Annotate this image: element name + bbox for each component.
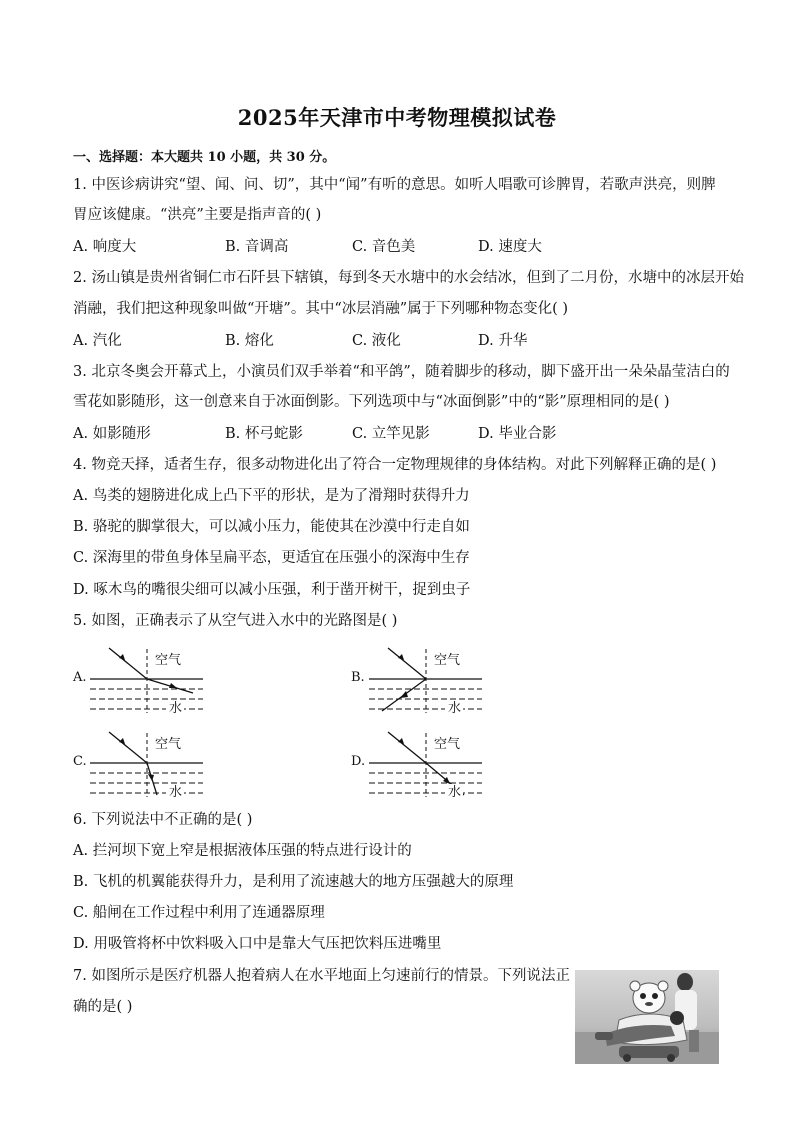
question-6-option-d: D. 用吸管将杯中饮料吸入口中是靠大气压把饮料压进嘴里 xyxy=(73,936,442,952)
question-6-option-c: C. 船闸在工作过程中利用了连通器原理 xyxy=(73,905,325,921)
question-6-option-a: A. 拦河坝下宽上窄是根据液体压强的特点进行设计的 xyxy=(73,843,412,859)
option-c: C. 液化 xyxy=(352,333,401,349)
figure-a xyxy=(85,643,210,715)
water-label: 水 xyxy=(448,701,462,716)
question-4-option-b: B. 骆驼的脚掌很大，可以减小压力，能使其在沙漠中行走自如 xyxy=(73,519,470,535)
question-6-line-1: 6. 下列说法中不正确的是( ) xyxy=(73,812,253,828)
figure-b-label: B. xyxy=(351,670,365,685)
water-label: 水 xyxy=(169,785,183,800)
option-a: A. 汽化 xyxy=(73,333,122,349)
option-c: C. 立竿见影 xyxy=(352,426,430,442)
question-2-line-2: 消融，我们把这种现象叫做“开塘”。其中“冰层消融”属于下列哪种物态变化( ) xyxy=(73,301,569,317)
figure-b xyxy=(364,643,489,715)
question-4-option-c: C. 深海里的带鱼身体呈扁平态，更适宜在压强小的深海中生存 xyxy=(73,550,470,566)
water-label: 水 xyxy=(448,785,462,800)
option-b: B. 杯弓蛇影 xyxy=(225,426,303,442)
option-b: B. 音调高 xyxy=(225,239,289,255)
question-5-line-1: 5. 如图，正确表示了从空气进入水中的光路图是( ) xyxy=(73,613,398,629)
question-4-line-1: 4. 物竞天择，适者生存，很多动物进化出了符合一定物理规律的身体结构。对此下列解释正确的是( ) xyxy=(73,457,717,473)
question-7-line-2: 确的是( ) xyxy=(73,999,133,1015)
option-d: D. 升华 xyxy=(478,333,528,349)
option-d: D. 速度大 xyxy=(478,239,542,255)
option-b: B. 熔化 xyxy=(225,333,274,349)
question-6-option-b: B. 飞机的机翼能获得升力，是利用了流速越大的地方压强越大的原理 xyxy=(73,874,514,890)
page-title: 2025年天津市中考物理模拟试卷 xyxy=(237,105,557,130)
section-heading: 一、选择题：本大题共 10 小题，共 30 分。 xyxy=(73,150,336,165)
figure-a-label: A. xyxy=(73,670,87,685)
figure-d xyxy=(364,727,489,799)
question-3-line-1: 3. 北京冬奥会开幕式上，小演员们双手举着“和平鸽”，随着脚步的移动，脚下盛开出一朵朵晶莹洁白的 xyxy=(73,364,730,380)
air-label: 空气 xyxy=(434,653,461,668)
option-c: C. 音色美 xyxy=(352,239,416,255)
question-1-line-1: 1. 中医诊病讲究“望、闻、问、切”，其中“闻”有听的意思。如听人唱歌可诊脾胃，若歌声洪亮，则脾 xyxy=(73,177,716,193)
question-4-option-d: D. 啄木鸟的嘴很尖细可以减小压强，利于凿开树干，捉到虫子 xyxy=(73,582,471,598)
figure-c xyxy=(85,727,210,799)
question-2-line-1: 2. 汤山镇是贵州省铜仁市石阡县下辖镇，每到冬天水塘中的水会结冰，但到了二月份，水塘中的冰层开始 xyxy=(73,270,744,286)
question-4-option-a: A. 鸟类的翅膀进化成上凸下平的形状，是为了滑翔时获得升力 xyxy=(73,488,470,504)
option-a: A. 如影随形 xyxy=(73,426,151,442)
question-3-line-2: 雪花如影随形，这一创意来自于冰面倒影。下列选项中与“冰面倒影”中的“影”原理相同的是( ) xyxy=(73,394,670,410)
air-label: 空气 xyxy=(434,737,461,752)
question-7-line-1: 7. 如图所示是医疗机器人抱着病人在水平地面上匀速前行的情景。下列说法正 xyxy=(73,968,570,984)
option-d: D. 毕业合影 xyxy=(478,426,557,442)
option-a: A. 响度大 xyxy=(73,239,137,255)
medical-robot-photo xyxy=(575,970,719,1064)
question-1-line-2: 胃应该健康。“洪亮”主要是指声音的( ) xyxy=(73,207,322,223)
air-label: 空气 xyxy=(155,737,182,752)
water-label: 水 xyxy=(169,701,183,716)
figure-d-label: D. xyxy=(351,754,366,769)
air-label: 空气 xyxy=(155,653,182,668)
figure-c-label: C. xyxy=(73,754,87,769)
